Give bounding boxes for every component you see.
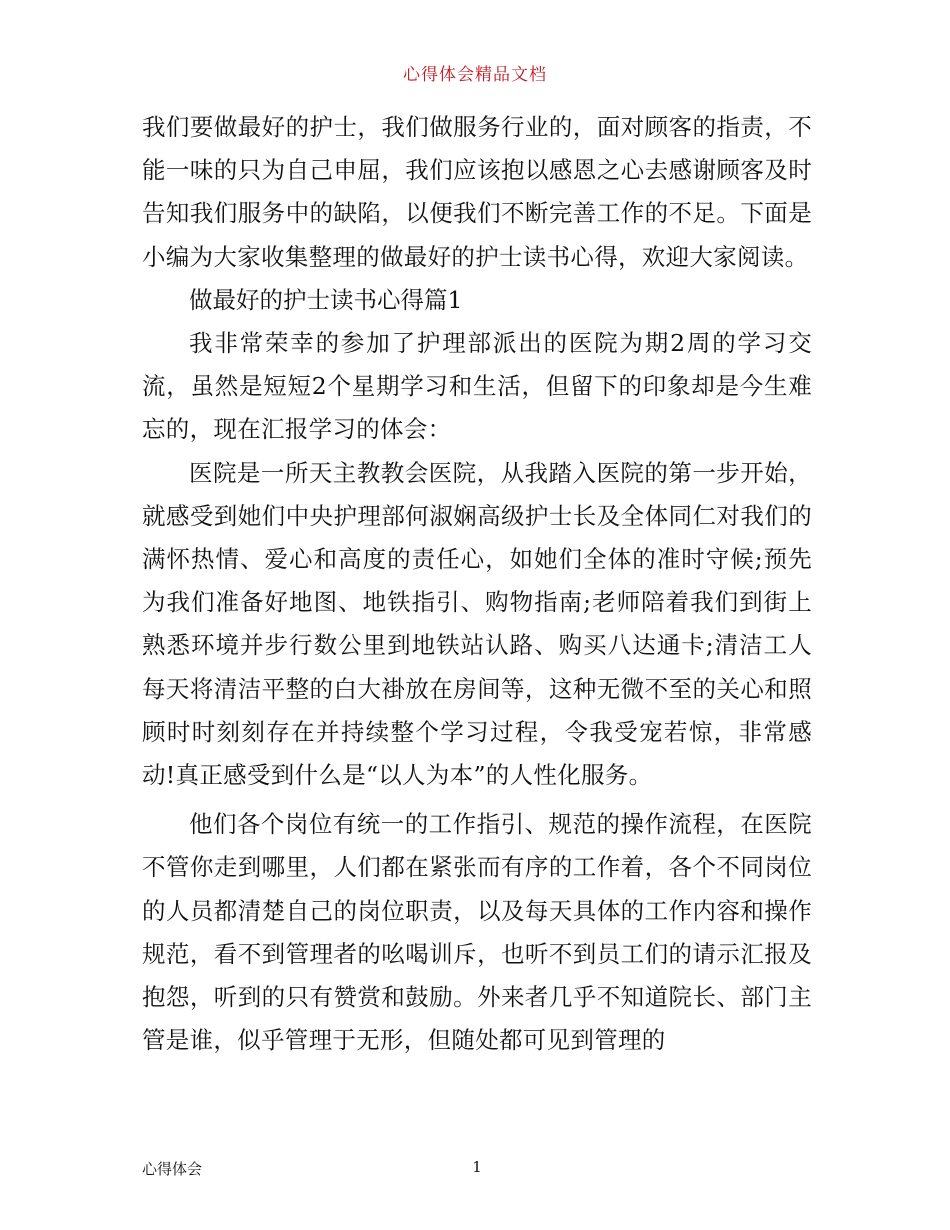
section-title: 做最好的护士读书心得篇1	[189, 285, 463, 314]
body-paragraph-1: 我非常荣幸的参加了护理部派出的医院为期2周的学习交流，虽然是短短2个星期学习和生活，但留下的印象却是今生难忘的，现在汇报学习的体会：	[142, 329, 812, 444]
body-paragraph-3: 他们各个岗位有统一的工作指引、规范的操作流程，在医院不管你走到哪里，人们都在紧张而有序的工作着，各个不同岗位的人员都清楚自己的岗位职责，以及每天具体的工作内容和操作规范，看不到管理者的吆喝训斥，也听不到员工们的请示汇报及抱怨，听到的只有赞赏和鼓励。外来者几乎不知道院长、部门主管是谁，似乎管理于无形，但随处都可见到管理的	[142, 810, 812, 1055]
page-footer	[142, 1158, 812, 1182]
page-number: 1	[472, 1158, 482, 1176]
page-header-title: 心得体会精品文档	[403, 65, 547, 85]
footer-label: 心得体会	[142, 1160, 203, 1178]
body-paragraph-2: 医院是一所天主教教会医院，从我踏入医院的第一步开始，就感受到她们中央护理部何淑娴高级护士长及全体同仁对我们的满怀热情、爱心和高度的责任心，如她们全体的准时守候;预先为我们准备好地图、地铁指引、购物指南;老师陪着我们到街上熟悉环境并步行数公里到地铁站认路、购买八达通卡;清洁工人每天将清洁平整的白大褂放在房间等，这种无微不至的关心和照顾时时刻刻存在并持续整个学习过程，令我受宠若惊，非常感动!真正感受到什么是“以人为本”的人性化服务。	[142, 458, 812, 790]
document-body	[142, 106, 812, 1062]
intro-paragraph: 我们要做最好的护士，我们做服务行业的，面对顾客的指责，不能一味的只为自己申屈，我们应该抱以感恩之心去感谢顾客及时告知我们服务中的缺陷，以便我们不断完善工作的不足。下面是小编为大家收集整理的做最好的护士读书心得，欢迎大家阅读。	[142, 113, 812, 271]
